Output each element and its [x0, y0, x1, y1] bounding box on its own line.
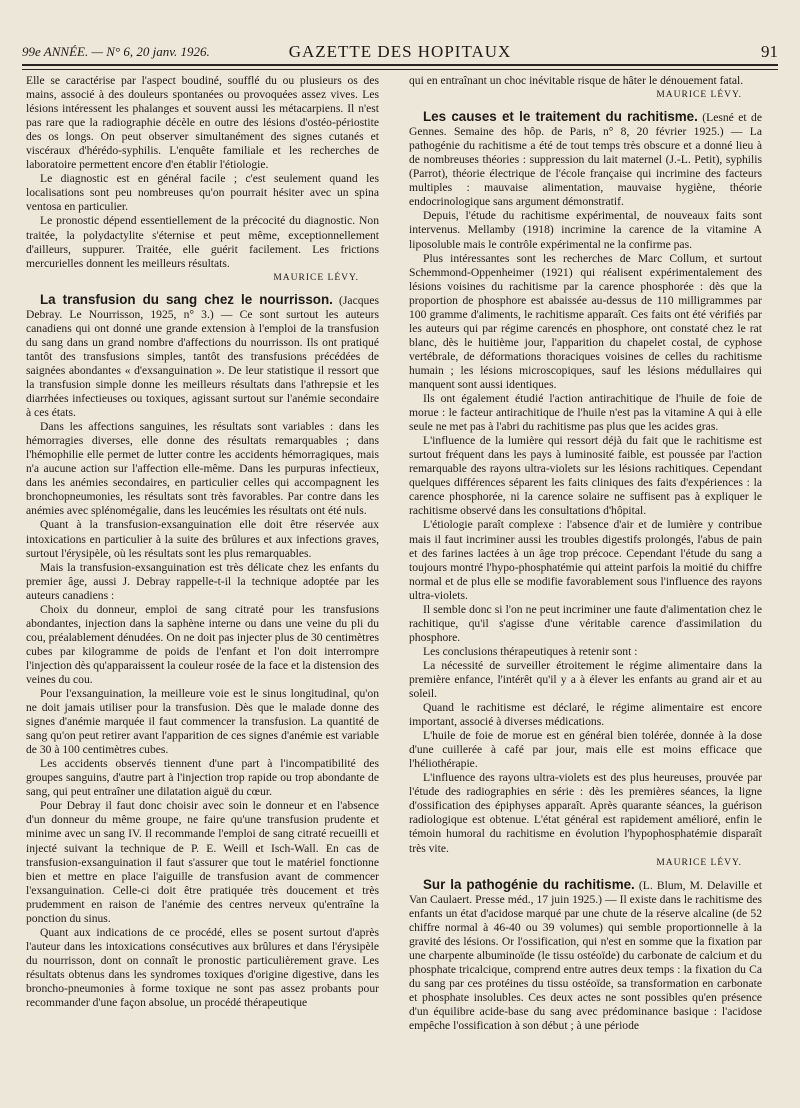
paragraph: L'influence des rayons ultra-violets est des plus heureuses, prouvée par l'étude des radiographies en série : dès les premières séances, la ligne d'ossification des épiphyses apparaît. Après quarante séances, la guérison radiologique est obtenue. L'état général est rapidement amélioré, enfin le témoin humoral du rachitisme en évolution l'hypophosphatémie disparaît très vite. — [409, 771, 762, 855]
paragraph: Il semble donc si l'on ne peut incriminer une faute d'alimentation chez le rachitique, qu'il s'agisse d'une véritable carence d'assimilation du phosphore. — [409, 602, 762, 644]
article-rachitisme-lead — [409, 110, 762, 209]
article-title: Les causes et le traitement du rachitisme. — [423, 109, 698, 125]
paragraph: Les accidents observés tiennent d'une part à l'incompatibilité des groupes sanguins, d'autre part à l'injection trop rapide ou trop abondante de sang, qui peut entraîner une dilatation aiguë du cœur. — [26, 757, 379, 799]
paragraph: qui en entraînant un choc inévitable risque de hâter le dénouement fatal. — [409, 74, 744, 87]
paragraph: Quant aux indications de ce procédé, elles se posent surtout d'après l'auteur dans les intoxications consécutives aux brûlures et dans l'érysipèle du nourrisson, dont on connaît le pronostic particulièrement grave. Les résultats obtenus dans les syndromes toxiques d'origine digestive, dans les broncho-pneumonies à forme toxique ne sont pas assez probants pour recommander d'une façon absolue, un procédé thérapeutique — [26, 925, 379, 1010]
article-reference: (L. Blum, M. Delaville et Van Caulaert. Presse méd., 17 juin 1925.) — — [409, 878, 762, 906]
paragraph: Mais la transfusion-exsanguination est très délicate chez les enfants du premier âge, aussi J. Debray rappelle-t-il la technique adoptée par les auteurs canadiens : — [26, 560, 379, 602]
paragraph: Elle se caractérise par l'aspect boudiné, soufflé du ou plusieurs os des mains, associé à des douleurs spontanées ou provoquées assez vives. Les lésions intéressent les phalanges et souvent aussi les métacarpiens. Il n'est pas rare que la radiographie décèle en outre des lésions d'ostéo-périostite des os longs. On peut observer simultanément des signes cutanés et viscéraux d'hérédo-syphilis. L'enquête familiale et les recherches de laboratoire permettent encore d'en établir l'étiologie. — [26, 74, 379, 172]
signature: MAURICE LÉVY. — [273, 272, 359, 283]
journal-title: GAZETTE DES HOPITAUX — [288, 42, 512, 61]
paragraph: Il existe dans le rachitisme des enfants un état d'acidose marqué par une chute de la réserve alcaline (de 52 chiffre normal à 46-40 ou 39 volumes) qui semble proportionnelle à la gravité des lésions. Or l'ossification, qui n'est en somme que la fixation par une charpente albuminoïde (le tissu ostéoïde) du carbonate de calcium et du phosphate tricalcique, comprend entre autres deux temps : la fixation du Ca du sang par ces protéines du tissu ostéoïde, sa transformation en carbonate et phosphate insolubles. Ces deux actes ne sont possibles qu'en présence d'un équilibre acide-base du sang avec prédominance basique : l'acidose empêche l'ossification à son début ; à une période — [409, 892, 762, 1033]
article-title: Sur la pathogénie du rachitisme. — [423, 876, 635, 892]
paragraph: La nécessité de surveiller étroitement le régime alimentaire dans la première enfance, l'intérêt qu'il y a à élever les enfants au grand air et au soleil. — [409, 658, 762, 701]
paragraph: Quant à la transfusion-exsanguination elle doit être réservée aux intoxications en particulier à la suite des brûlures et aux infections graves, surtout l'érysipèle, où les résultats sont les plus remarquables. — [26, 518, 379, 560]
paragraph: Le diagnostic est en général facile ; c'est seulement quand les localisations sont peu nombreuses qu'on pourrait hésiter avec un spina ventosa en particulier. — [26, 172, 379, 214]
paragraph: L'étiologie paraît complexe : l'absence d'air et de lumière y contribue mais il faut incriminer aussi les troubles digestifs prolongés, l'abus de pain et des farines lactées à un âge trop précoce. Cependant l'étude du sang a toujours montré l'hypo-phosphatémie qui atteint parfois la moitié du chiffre normal et de plus elle se modifie favorablement sous l'influence des rayons ultra-violets. — [409, 518, 762, 602]
article-transfusion-lead — [26, 293, 379, 420]
paragraph: La pathogénie du rachitisme a été de tout temps très obscure et a donné lieu à de nombreuses théories : suppression du lait maternel (J.-L. Petit), syphilis (Parrot), théorie électrique de l'école française qui incrimine des facteurs multiples : mauvaise alimentation, mauvaise hygiène, théorie endocrinologique sans argument démonstratif. — [409, 125, 762, 209]
paragraph: Quand le rachitisme est déclaré, le régime alimentaire est encore important, associé à diverses médications. — [409, 701, 762, 729]
article-pathogenie-lead — [409, 878, 762, 1034]
issue-info: 99e ANNÉE. — N° 6, 20 janv. 1926. — [22, 44, 210, 59]
page-number: 91 — [761, 42, 778, 61]
paragraph: Pour Debray il faut donc choisir avec soin le donneur et en l'absence d'un donneur du même groupe, ne faire qu'une transfusion prudente et minime avec un sang IV. Il recommande l'emploi de sang citraté recueilli et injecté suivant la technique de P. E. Weill et Isch-Wall. En cas de transfusion-exsanguination il faut s'assurer que tout le matériel fonctionne bien et mettre en place l'aiguille de transfusion avant de commencer l'exsanguination. Celle-ci doit être pratiquée très doucement et très prudemment en raison de l'anémie des centres nerveux qu'entraîne la ponction du sinus. — [26, 799, 379, 925]
paragraph: Le pronostic dépend essentiellement de la précocité du diagnostic. Non traitée, la polydactylite s'éternise et peut même, exceptionnellement d'ailleurs, suppurer. Traitée, elle guérit facilement. Les frictions mercurielles donnent les meilleurs résultats. — [26, 214, 379, 270]
article-reference: (Jacques Debray. Le Nourrisson, 1925, n° 3.) — — [26, 293, 379, 321]
paragraph: Ils ont également étudié l'action antirachitique de l'huile de foie de morue : le facteur antirachitique de l'huile n'est pas la vitamine A qui à elle seule ne met pas à l'abri du rachitisme pas plus que les acides gras. — [409, 392, 762, 434]
paragraph: Dans les affections sanguines, les résultats sont variables : dans les hémorragies diverses, elle donne des résultats remarquables ; dans l'hémophilie elle permet de lutter contre les accidents hémorragiques, mais n'a aucune action sur l'affection elle-même. Dans les purpuras infectieux, dans les anémies secondaires, en particulier celles qui accompagnent les bronchopneumonies, les résultats sont très favorables. Par contre dans les anémies avec splénomégalie, dans les leucémies les résultats ont été nuls. — [26, 420, 379, 518]
right-column — [409, 74, 762, 1102]
paragraph: Les conclusions thérapeutiques à retenir sont : — [423, 644, 638, 658]
signature: MAURICE LÉVY. — [656, 857, 742, 868]
paragraph: Plus intéressantes sont les recherches de Marc Collum, et surtout Schemmond-Oppenheimer (1921) qui réalisent expérimentalement des lésions voisines du rachitisme par la carence phosphorée : dès que la proportion de phosphore est abaissée au-dessus de 110 milligrammes par 100 gramme d'aliments, le rachitisme apparaît. Ces faits ont été vérifiés par les auteurs qui par régime carencés en phosphore, ont constaté chez le rat blanc, dès le huitième jour, l'apparition du chapelet costal, de cyphose vertébrale, de déformations thoraciques voisines de celles du rachitisme humain ; les lésions microscopiques, sauf les lésions médullaires qui manquent sont aussi identiques. — [409, 251, 762, 391]
paragraph: Ce sont surtout les auteurs canadiens qui ont donné une grande extension à l'emploi de la transfusion du sang dans un grand nombre d'affections du nourrisson. Ils ont pratiqué tantôt des transfusions simples, tantôt des transfusions précédées de saignées abondantes « d'exsanguination ». De leur statistique il ressort que la transfusion simple donne les meilleurs résultats dans l'athrepsie et les diarrhées infectieuses ou toxiques, agissant surtout sur l'anémie secondaire à ces états. — [26, 307, 379, 420]
article-reference: (Lesné et de Gennes. Semaine des hôp. de Paris, n° 8, 20 février 1925.) — — [409, 111, 762, 139]
page-header — [22, 38, 778, 62]
paragraph: Choix du donneur, emploi de sang citraté pour les transfusions abondantes, injection dans la saphène interne ou dans une veine du pli du cou, préalablement dénudées. On ne doit pas injecter plus de 30 centimètres cubes par kilogramme de poids de l'enfant et l'on doit interrompre l'injection dès qu'apparaissent la couleur rosée de la face et la distension des veines du cou. — [26, 602, 379, 686]
paragraph: Depuis, l'étude du rachitisme expérimental, de nouveaux faits sont intervenus. Mellamby (1918) incrimine la carence de la vitamine A liposoluble mais le contrôle expérimental ne la confirme pas. — [409, 209, 762, 251]
signature: MAURICE LÉVY. — [656, 90, 742, 101]
article-title: La transfusion du sang chez le nourrisson. — [40, 291, 333, 307]
paragraph: Pour l'exsanguination, la meilleure voie est le sinus longitudinal, qu'on ne doit jamais utiliser pour la transfusion. Dès que le malade donne des signes d'anémie marquée il faut commencer la transfusion. La quantité de sang qu'on peut retirer avant l'apparition de ces signes d'anémie est variable de 30 à 100 centimètres cubes. — [26, 687, 379, 757]
header-rule-thin — [22, 69, 778, 70]
header-rule — [22, 64, 778, 66]
paragraph: L'huile de foie de morue est en général bien tolérée, donnée à la dose d'une cuillerée à café par jour, mais elle est moins efficace que l'héliothérapie. — [409, 729, 762, 771]
left-column — [26, 74, 379, 1102]
paragraph: L'influence de la lumière qui ressort déjà du fait que le rachitisme est surtout fréquent dans les pays à luminosité faible, est poussée par l'action remarquable des rayons ultra-violets sur les lésions rachitiques. Cependant quelques différences séparent les faits cliniques des faits d'expériences : la carence phosphorée, ni la carence solaire ne suffisent pas à expliquer le rachitisme observé dans les consultations d'hôpital. — [409, 434, 762, 518]
